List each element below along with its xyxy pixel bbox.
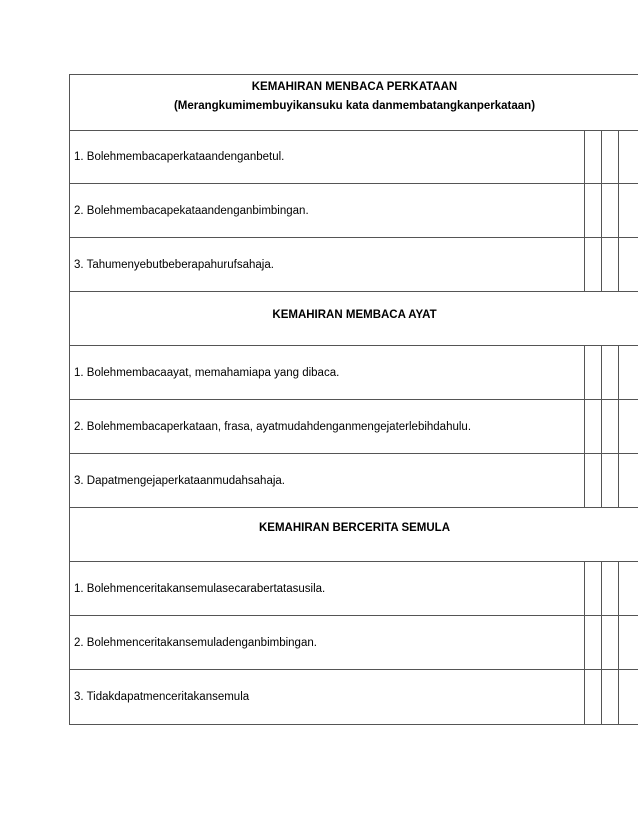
rating-cell[interactable]	[601, 616, 618, 669]
section-title: KEMAHIRAN MENBACA PERKATAAN	[251, 81, 458, 93]
rating-cell[interactable]	[618, 238, 638, 291]
criteria-label: 2. Bolehmembacaperkataan, frasa, ayatmudahdenganmengejaterlebihdahulu.	[74, 420, 472, 433]
rating-cell[interactable]	[618, 400, 638, 453]
rating-cell[interactable]	[584, 670, 601, 724]
rating-cell[interactable]	[601, 562, 618, 615]
rating-cell[interactable]	[584, 346, 601, 399]
criteria-label: 1. Bolehmembacaperkataandenganbetul.	[74, 151, 285, 163]
rating-cell[interactable]	[618, 616, 638, 669]
rating-cell[interactable]	[584, 400, 601, 453]
table-row	[70, 184, 638, 238]
section-header-retelling	[70, 508, 638, 562]
rating-cell[interactable]	[601, 131, 618, 183]
section-title: KEMAHIRAN BERCERITA SEMULA	[258, 522, 451, 534]
assessment-table	[69, 74, 638, 725]
table-row	[70, 562, 638, 616]
criteria-label: 1. Bolehmenceritakansemulasecarabertatasusila.	[74, 582, 326, 595]
criteria-label: 3. Tidakdapatmenceritakansemula	[74, 691, 250, 703]
rating-cell[interactable]	[618, 184, 638, 237]
table-row	[70, 616, 638, 670]
criteria-label: 2. Bolehmembacapekataandenganbimbingan.	[74, 204, 309, 217]
rating-cell[interactable]	[601, 238, 618, 291]
criteria-label: 1. Bolehmembacaayat, memahamiapa yang dibaca.	[74, 366, 340, 379]
section-header-reading-words	[70, 75, 638, 131]
rating-cell[interactable]	[618, 346, 638, 399]
criteria-label: 3. Dapatmengejaperkataanmudahsahaja.	[74, 474, 285, 487]
rating-cell[interactable]	[601, 184, 618, 237]
rating-cell[interactable]	[601, 346, 618, 399]
criteria-label: 2. Bolehmenceritakansemuladenganbimbingan.	[74, 636, 317, 649]
table-row	[70, 454, 638, 508]
table-row	[70, 670, 638, 724]
table-row	[70, 346, 638, 400]
rating-cell[interactable]	[601, 454, 618, 507]
rating-cell[interactable]	[618, 454, 638, 507]
table-row	[70, 400, 638, 454]
section-subtitle: (Merangkumimembuyikansuku kata danmembatangkanperkataan)	[173, 100, 536, 112]
rating-cell[interactable]	[584, 131, 601, 183]
rating-cell[interactable]	[584, 454, 601, 507]
table-row	[70, 238, 638, 292]
rating-cell[interactable]	[584, 562, 601, 615]
section-title: KEMAHIRAN MEMBACA AYAT	[272, 309, 437, 321]
criteria-label: 3. Tahumenyebutbeberapahurufsahaja.	[74, 258, 274, 271]
section-header-reading-sentences	[70, 292, 638, 346]
rating-cell[interactable]	[618, 131, 638, 183]
rating-cell[interactable]	[601, 400, 618, 453]
table-row	[70, 131, 638, 184]
rating-cell[interactable]	[584, 616, 601, 669]
rating-cell[interactable]	[601, 670, 618, 724]
rating-cell[interactable]	[618, 670, 638, 724]
rating-cell[interactable]	[584, 238, 601, 291]
rating-cell[interactable]	[618, 562, 638, 615]
rating-cell[interactable]	[584, 184, 601, 237]
